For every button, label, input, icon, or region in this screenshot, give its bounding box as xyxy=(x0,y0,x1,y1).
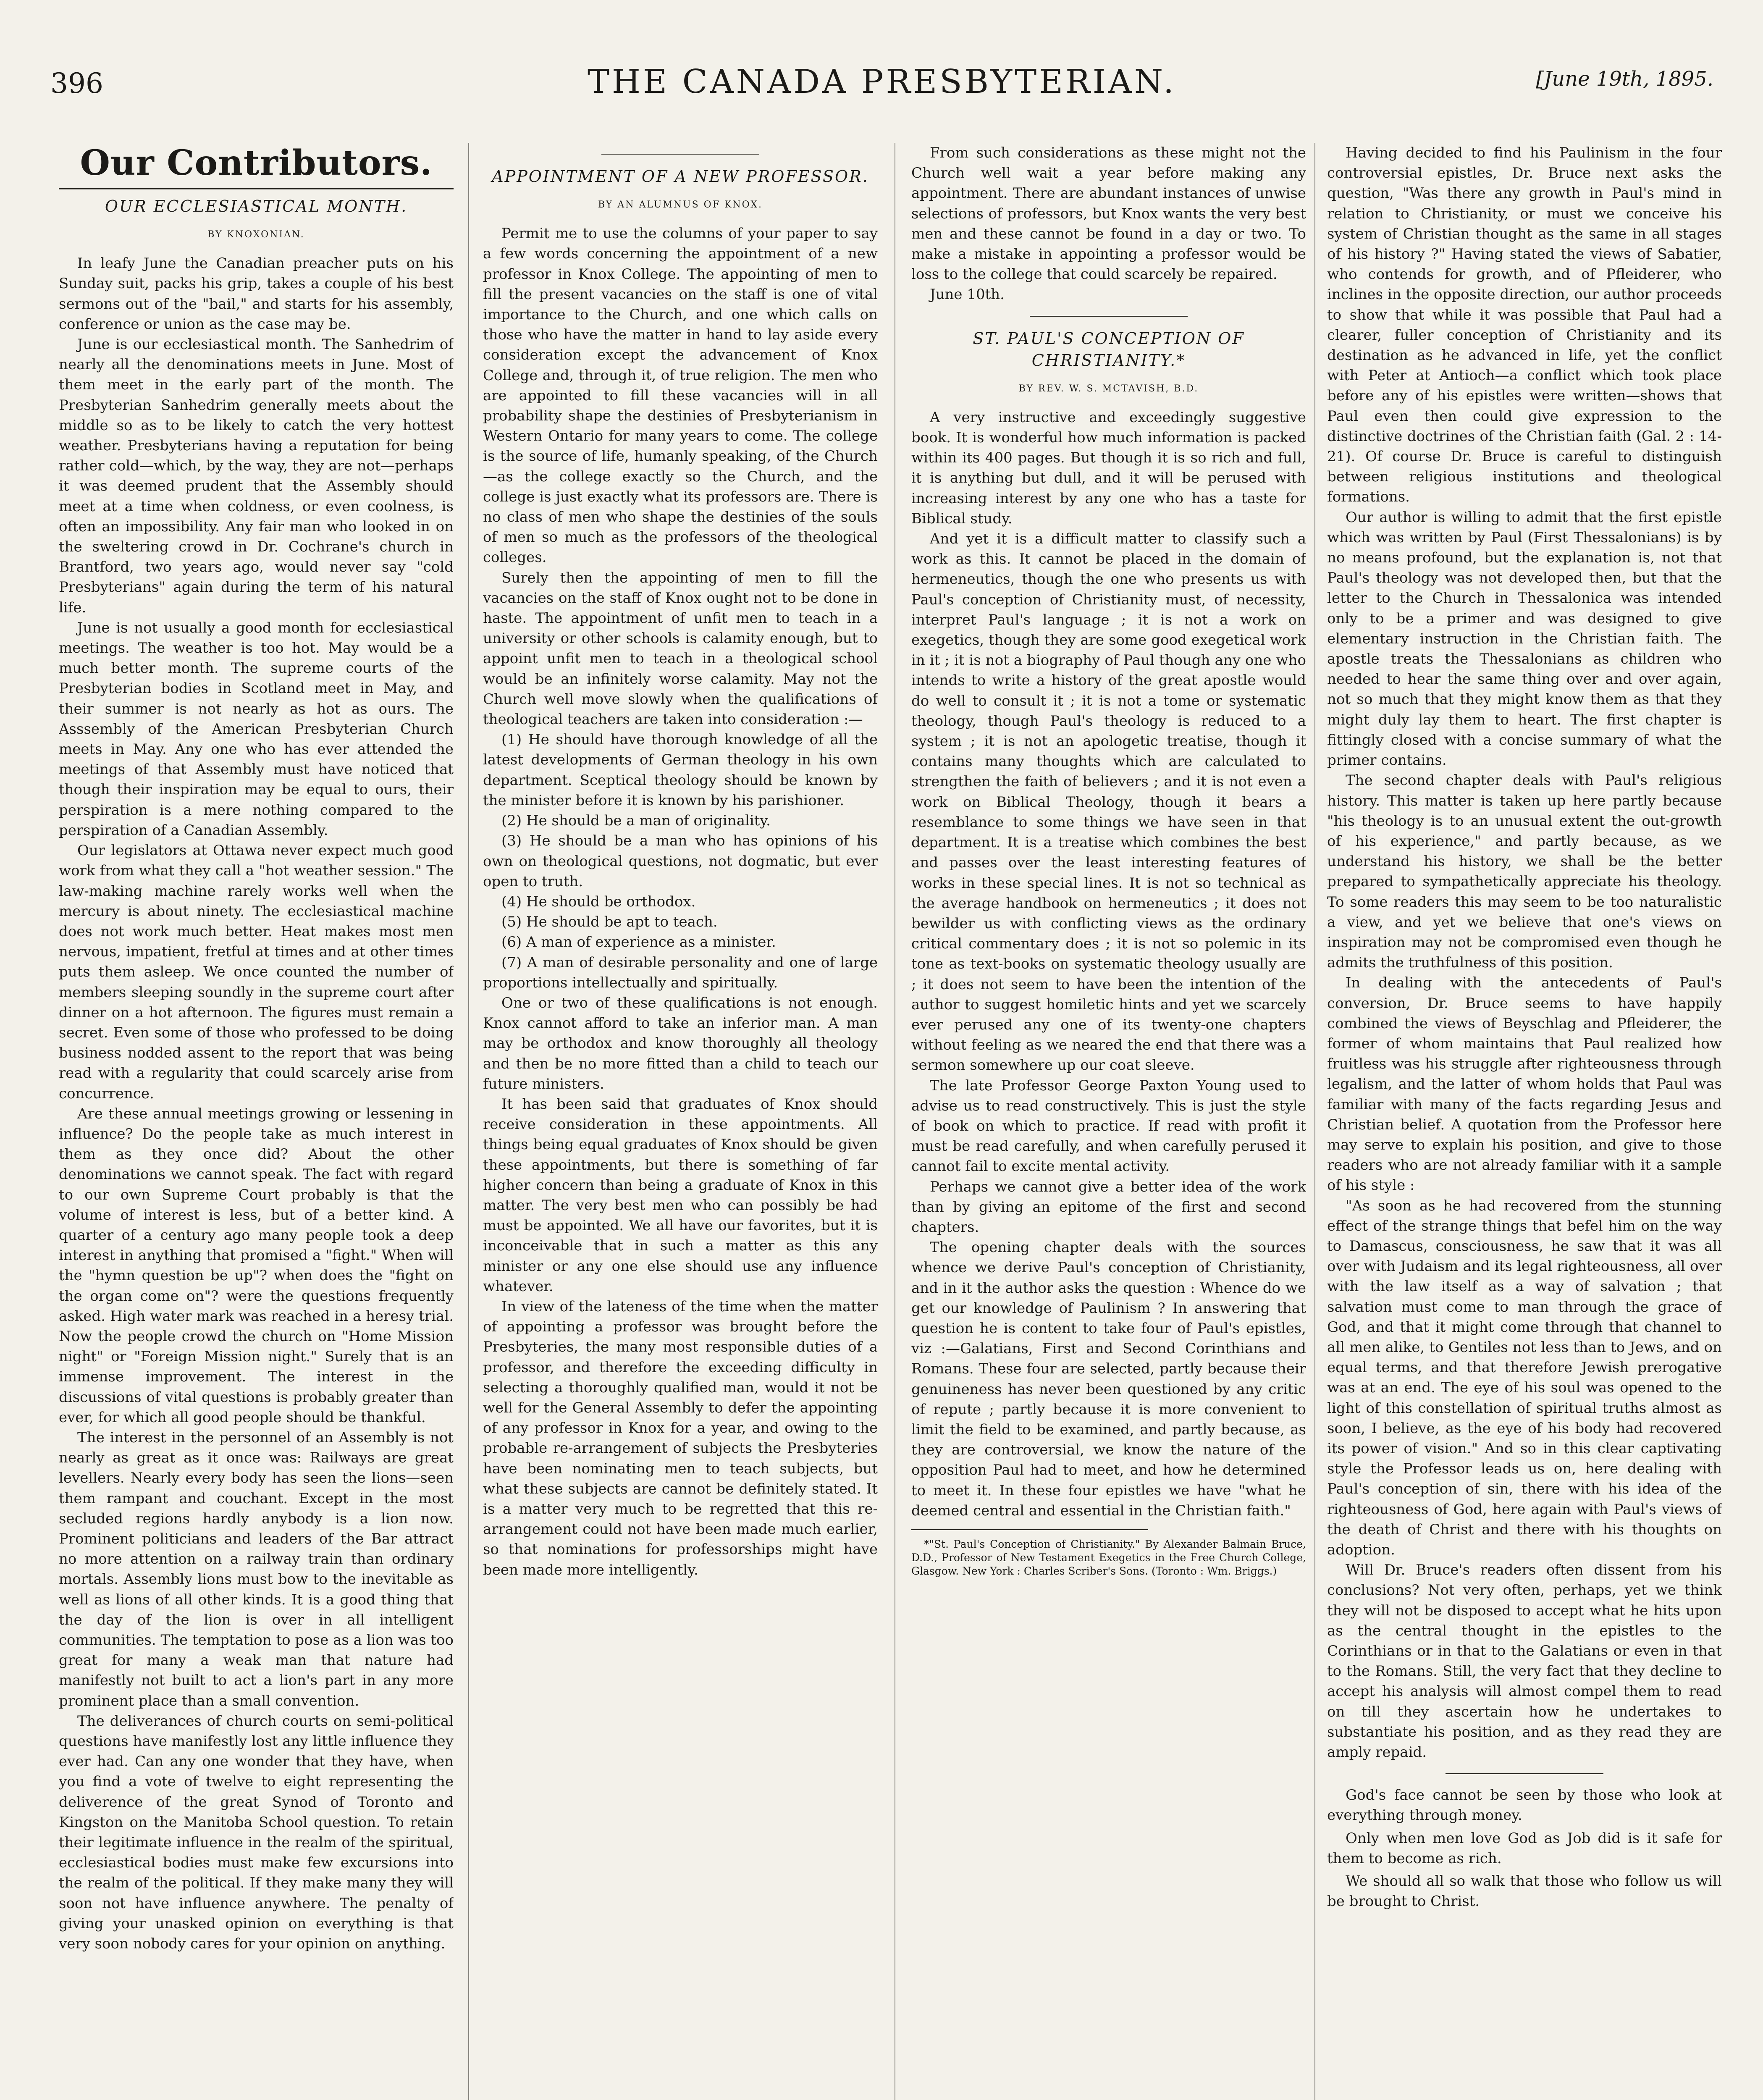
issue-date: [June 19th, 1895. xyxy=(1536,67,1713,91)
closing-line: We should all so walk that those who follow us will be brought to Christ. xyxy=(1327,1873,1722,1910)
paragraph: Our legislators at Ottawa never expect much good work from what they call a "hot weather session." The law-making machine rarely works well when the mercury is about ninety. The ecclesiastical machine does not work much better. Heat makes most men nervous, impatient, fretful at times and at other times puts them asleep. We once counted the number of members sleeping soundly in the supreme court after dinner on a hot afternoon. The figures must remain a secret. Even some of those who professed to be doing business nodded assent to the report that was being read with a regularity that could scarcely arise from concurrence. xyxy=(59,842,454,1102)
list-item: (1) He should have thorough knowledge of all the latest developments of German theology in his own department. Sceptical theology should be known by the minister before it is known by his parishioner. xyxy=(483,731,878,809)
paragraph: In view of the lateness of the time when the matter of appointing a professor was brought before the Presbyteries, the many most responsible duties of a professor, and therefore the exceeding difficulty in selecting a thoroughly qualified man, would it not be well for the General Assembly to defer the appointing of any professor in Knox for a year, and owing to the probable re-arrangement of subjects the Presbyteries have been nominating men to teach subjects, but what these subjects are cannot be definitely stated. It is a matter very much to be regretted that this re-arrangement could not have been made much earlier, so that nominations for professorships might have been made more intelligently. xyxy=(483,1298,878,1578)
column-4 xyxy=(1327,143,1722,2100)
footnote: *"St. Paul's Conception of Christianity." By Alexander Balmain Bruce, D.D., Professor of New Testament Exegetics in the Free Church College, Glasgow. New York : Charles Scriber's Sons. (Toronto : Wm. Briggs.) xyxy=(911,1538,1306,1577)
article-byline: BY KNOXONIAN. xyxy=(207,229,305,240)
closing-line: God's face cannot be seen by those who look at everything through money. xyxy=(1327,1787,1722,1824)
column-2 xyxy=(483,143,878,2100)
column-rule xyxy=(468,143,469,2100)
paragraph: From such considerations as these might not the Church well wait a year before making any appointment. There are abundant instances of unwise selections of professors, but Knox wants the very best men and these cannot be found in a day or two. To make a mistake in appointing a professor would be loss to the college that could scarcely be repaired. xyxy=(911,144,1306,283)
list-item: (6) A man of experience as a minister. xyxy=(501,934,776,951)
paragraph: June is our ecclesiastical month. The Sanhedrim of nearly all the denominations meets in June. Most of them meet in the early part of the month. The Presbyterian Sanhedrim generally meets about the middle so as to be likely to catch the very hottest weather. Presbyterians having a reputation for being rather cold—which, by the way, they are not—perhaps it was deemed prudent that the Assembly should meet at a time when coldness, or even coolness, is often an impossibility. Any fair man who looked in on the sweltering crowd in Dr. Cochrane's church in Brantford, two years ago, would never say "cold Presbyterians" again during the term of his natural life. xyxy=(59,336,454,616)
paragraph: Permit me to use the columns of your paper to say a few words concerning the appointment of a new professor in Knox College. The appointing of men to fill the present vacancies on the staff is one of vital importance to the Church, and one which calls on those who have the matter in hand to lay aside every consideration except the advancement of Knox College and, through it, of true religion. The men who are appointed to fill these vacancies will in all probability shape the destinies of Presbyterianism in Western Ontario for many years to come. The college is the source of life, humanly speaking, of the Church—as the college exactly so the Church, and the college is just exactly what its professors are. There is no class of men who shape the destinies of the souls of men so much as the professors of the theological colleges. xyxy=(483,225,878,566)
masthead-title: THE CANADA PRESBYTERIAN. xyxy=(588,63,1176,101)
list-item: (2) He should be a man of originality. xyxy=(501,812,771,830)
quotation: "As soon as he had recovered from the stunning effect of the strange things that befel him on the way to Damascus, consciousness, he saw that it was all over with Judaism and its legal righteousness, all over with the law itself as a way of salvation ; that salvation must come to man through the grace of God, and that it might come through that channel to all men alike, to Gentiles not less than to Jews, and on equal terms, and that therefore Jewish prerogative was at an end. The eye of his soul was opened to the light of this constellation of spiritual truths almost as soon, I believe, as the eye of his body had recovered its power of vision." And so in this clear captivating style the Professor leads us on, here dealing with Paul's conception of sin, there with his idea of the righteousness of God, here again with Paul's views of the death of Christ and there with his thoughts on adoption. xyxy=(1327,1197,1722,1559)
paragraph: June is not usually a good month for ecclesiastical meetings. The weather is too hot. May would be a much better month. The supreme courts of the Presbyterian bodies in Scotland meet in May, and their summer is not nearly as hot as ours. The Asssembly of the American Presbyterian Church meets in May. Any one who has ever attended the meetings of that Assembly must have noticed that though their inspiration may be equal to ours, their perspiration is a mere nothing compared to the perspiration of a Canadian Assembly. xyxy=(59,619,454,839)
article-separator xyxy=(601,154,759,155)
list-item: (7) A man of desirable personality and one of large proportions intellectually and spiritually. xyxy=(483,954,878,991)
article-byline: BY REV. W. S. MCTAVISH, B.D. xyxy=(1018,383,1199,394)
page-number: 396 xyxy=(50,67,103,100)
article-title: OUR ECCLESIASTICAL MONTH. xyxy=(105,197,408,215)
article-title: APPOINTMENT OF A NEW PROFESSOR. xyxy=(492,167,869,186)
column-3 xyxy=(911,143,1306,2100)
paragraph: A very instructive and exceedingly suggestive book. It is wonderful how much information is packed within its 400 pages. But though it is so rich and full, it is anything but dull, and it will be perused with increasing interest by any one who has a taste for Biblical study. xyxy=(911,409,1306,527)
paragraph: One or two of these qualifications is not enough. Knox cannot afford to take an inferior man. A man may be orthodox and know thoroughly all theology and then be no more fitted than a child to teach our future ministers. xyxy=(483,994,878,1092)
paragraph: The late Professor George Paxton Young used to advise us to read constructively. This is just the style of book on which to practice. If read with profit it must be read carefully, and when carefully perused it cannot fail to excite mental activity. xyxy=(911,1077,1306,1175)
footnote-rule xyxy=(911,1529,1148,1530)
article-byline: BY AN ALUMNUS OF KNOX. xyxy=(598,200,763,210)
list-item: (5) He should be apt to teach. xyxy=(501,914,718,931)
article-date: June 10th. xyxy=(930,286,1005,303)
paragraph: Having decided to find his Paulinism in the four controversial epistles, Dr. Bruce next asks the question, "Was there any growth in Paul's mind in relation to Christianity, or must we conceive his system of Christian thought as the same in all stages of his history ?" Having stated the views of Sabatier, who contends for growth, and of Pfleiderer, who inclines in the opposite direction, our author proceeds to show that while it was possible that Paul had a clearer, fuller conception of Christianity and its destination as he advanced in life, yet the conflict with Peter at Antioch—a conflict which took place before any of his epistles were written—shows that Paul even then could give expression to the distinctive doctrines of the Christian faith (Gal. 2 : 14-21). Of course Dr. Bruce is careful to distinguish between religious institutions and theological formations. xyxy=(1327,144,1722,506)
paragraph: And yet it is a difficult matter to classify such a work as this. It cannot be placed in the domain of hermeneutics, though the one who presents us with Paul's conception of Christianity must, of necessity, interpret Paul's language ; it is not a work on exegetics, though they are some good exegetical work in it ; it is not a biography of Paul though any one who intends to write a history of the great apostle would do well to consult it ; it is not a tome or systematic theology, though Paul's theology is reduced to a system ; it is not an apologetic treatise, though it contains many thoughts which are calculated to strengthen the faith of believers ; and it is not even a work on Biblical Theology, though it bears a resemblance to some things we have seen in that department. It is a treatise which combines the best and passes over the least interesting features of works in these special lines. It is not so technical as the average handbook on hermeneutics ; it does not bewilder us with conflicting views as the ordinary critical commentary does ; it is not so polemic in its tone as text-books on systematic theology usually are ; it does not seem to have been the intention of the author to suggest homiletic hints and yet we scarcely ever perused any one of its twenty-one chapters without feeling as we neared the end that there was a sermon somewhere up our coat sleeve. xyxy=(911,530,1306,1074)
paragraph: In dealing with the antecedents of Paul's conversion, Dr. Bruce seems to have happily combined the views of Beyschlag and Pfleiderer, the former of whom maintains that Paul realized how fruitless was his struggle after righteousness through legalism, and the latter of whom holds that Paul was familiar with many of the facts regarding Jesus and Christian belief. A quotation from the Professor here may serve to explain his position, and give to those readers who are not already familiar with it a sample of his style : xyxy=(1327,974,1722,1194)
paragraph: Perhaps we cannot give a better idea of the work than by giving an epitome of the first and second chapters. xyxy=(911,1178,1306,1236)
column-rule xyxy=(1314,143,1315,2100)
paragraph: The second chapter deals with Paul's religious history. This matter is taken up here partly because "his theology is to an unusual extent the out-growth of his experience," and partly because, as we understand his history, we shall be the better prepared to sympathetically appreciate his theology. To some readers this may seem to be too naturalistic a view, and yet we believe that one's views on inspiration may not be compromised even though he admits the truthfulness of this position. xyxy=(1327,772,1722,971)
paragraph: It has been said that graduates of Knox should receive consideration in these appointments. All things being equal graduates of Knox should be given these appointments, but there is something of far higher concern than being a graduate of Knox in this matter. The very best men who can possibly be had must be appointed. We all have our favorites, but it is inconceivable that in such a matter as this any minister or any one else should use any influence whatever. xyxy=(483,1095,878,1295)
paragraph: The opening chapter deals with the sources whence we derive Paul's conception of Christianity, and in it the author asks the question : Whence do we get our knowledge of Paulinism ? In answering that question he is content to take four of Paul's epistles, viz :—Galatians, First and Second Corinthians and Romans. These four are selected, partly because their genuineness has never been questioned by any critic of repute ; partly because it is more convenient to limit the field to be examined, and partly because, as they are controversial, we know the nature of the opposition Paul had to meet, and how he determined to meet it. In these four epistles we have "what he deemed central and essential in the Christian faith." xyxy=(911,1239,1306,1519)
paragraph: The deliverances of church courts on semi-political questions have manifestly lost any little influence they ever had. Can any one wonder that they have, when you find a vote of twelve to eight representing the deliverence of the great Synod of Toronto and Kingston on the Manitoba School question. To retain their legitimate influence in the realm of the spiritual, ecclesiastical bodies must make few excursions into the realm of the political. If they make many they will soon not have influence anywhere. The penalty of giving your unasked opinion on everything is that very soon nobody cares for your opinion on anything. xyxy=(59,1712,454,1953)
paragraph: Surely then the appointing of men to fill the vacancies on the staff of Knox ought not to be done in haste. The appointment of unfit men to teach in a university or other schools is calamity enough, but to appoint unfit men to teach in a theological school would be an infinitely worse calamity. May not the Church well move slowly when the qualifications of theological teachers are taken into consideration :— xyxy=(483,569,878,728)
paragraph: In leafy June the Canadian preacher puts on his Sunday suit, packs his grip, takes a couple of his best sermons out of the "bail," and starts for his assembly, conference or union as the case may be. xyxy=(59,255,454,333)
article-title: ST. PAUL'S CONCEPTION OF CHRISTIANITY.* xyxy=(973,329,1245,370)
list-item: (4) He should be orthodox. xyxy=(501,893,696,910)
column-1 xyxy=(59,143,454,2100)
paragraph: Are these annual meetings growing or lessening in influence? Do the people take as much interest in them as they once did? About the other denominations we cannot speak. The fact with regard to our own Supreme Court probably is that the volume of interest is less, but of a better kind. A quarter of a century ago many people took a deep interest in anything that promised a "fight." When will the "hymn question be up"? when does the "fight on the organ come on"? were the questions frequently asked. High water mark was reached in a heresy trial. Now the people crowd the church on "Home Mission night" or "Foreign Mission night." Surely that is an immense improvement. The interest in the discussions of vital questions is probably greater than ever, for which all good people should be thankful. xyxy=(59,1105,454,1426)
paragraph: Our author is willing to admit that the first epistle which was written by Paul (First Thessalonians) is by no means profound, but the explanation is, not that Paul's theology was not developed then, but that the letter to the Church in Thessalonica was intended only to be a primer and was designed to give elementary instruction in the Christian faith. The apostle treats the Thessalonians as children who needed to hear the same thing over and over again, not so much that they might know them as that they might duly lay them to heart. The first chapter is fittingly closed with a concise summary of what the primer contains. xyxy=(1327,509,1722,769)
paragraph: The interest in the personnel of an Assembly is not nearly as great as it once was: Railways are great levellers. Nearly every body has seen the lions—seen them rampant and couchant. Except in the most secluded regions hardly anybody is a lion now. Prominent politicians and leaders of the Bar attract no more attention on a railway train than ordinary mortals. Assembly lions must bow to the inevitable as well as lions of all other kinds. It is a good thing that the day of the lion is over in all intelligent communities. The temptation to pose as a lion was too great for many a weak man that nature had manifestly not built to act a lion's part in any more prominent place than a small convention. xyxy=(59,1429,454,1709)
section-heading: Our Contributors. xyxy=(80,143,433,183)
list-item: (3) He should be a man who has opinions of his own on theological questions, not dogmatic, but ever open to truth. xyxy=(483,832,878,890)
heading-rule xyxy=(59,188,454,189)
page-header xyxy=(50,63,1713,118)
closing-line: Only when men love God as Job did is it safe for them to become as rich. xyxy=(1327,1830,1722,1867)
paragraph: Will Dr. Bruce's readers often dissent from his conclusions? Not very often, perhaps, yet we think they will not be disposed to accept what he hits upon as the central thought in the epistles to the Corinthians or in that to the Galatians or even in that to the Romans. Still, the very fact that they decline to accept his analysis will almost compel them to read on till they ascertain how he undertakes to substantiate his position, and as they read they are amply repaid. xyxy=(1327,1562,1722,1761)
article-separator xyxy=(1030,316,1188,317)
article-separator xyxy=(1446,1773,1603,1774)
